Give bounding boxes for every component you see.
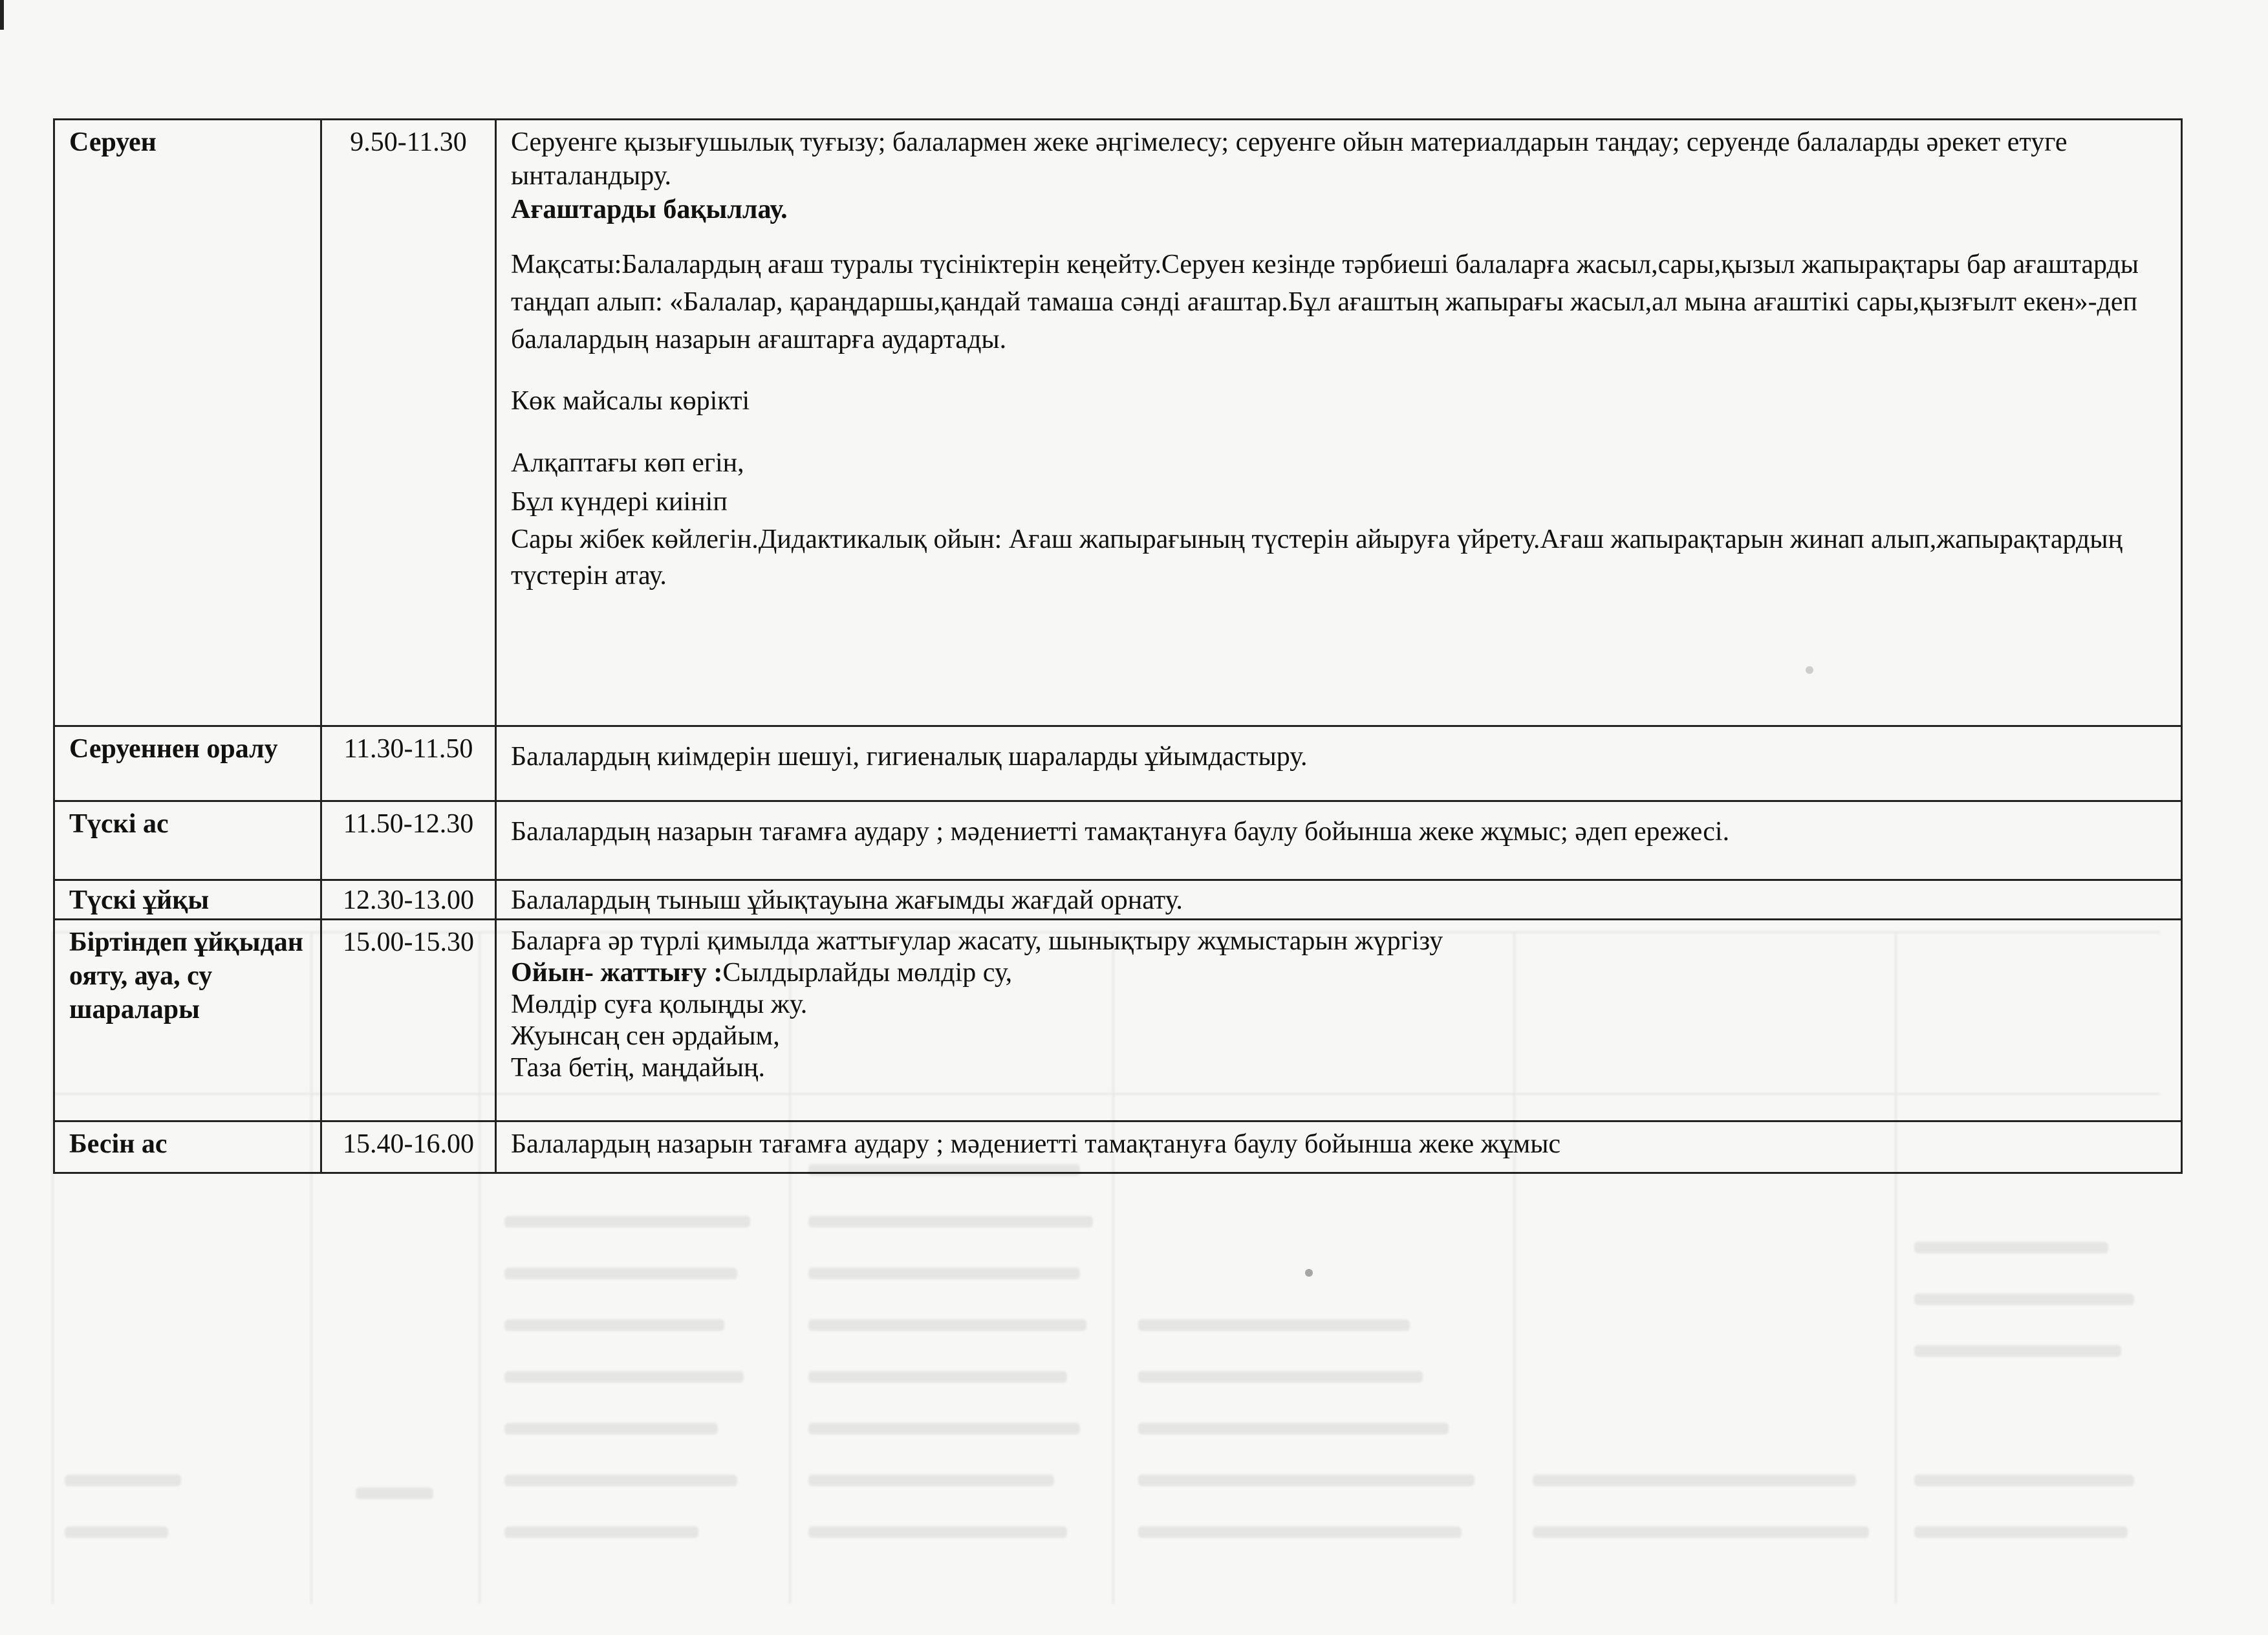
time-cell <box>321 920 496 1121</box>
activity-text: Балалардың киімдерін шешуі, гигиеналық шараларды ұйымдастыру. <box>511 742 1308 772</box>
poem-line-and-game: Сары жібек көйлегін.Дидактикалық ойын: Ағаш жапырағының түстерін айыруға үйрету.Ағаш жапырақтарын жинап алып,жапырақтардың түстерін атау. <box>511 525 2123 590</box>
table-row <box>54 920 2182 1121</box>
time-range: 12.30-13.00 <box>343 885 474 915</box>
activity-description-cell <box>496 880 2182 920</box>
poem-line: Алқаптағы көп егін, <box>511 448 744 478</box>
game-line: Жуынсаң сен әрдайым, <box>511 1021 780 1051</box>
game-line: Таза бетің, маңдайың. <box>511 1053 766 1083</box>
time-cell <box>321 1121 496 1173</box>
activity-name: Түскі ұйқы <box>69 885 210 915</box>
table-row <box>54 120 2182 726</box>
activity-name-cell <box>54 726 321 801</box>
activity-name-cell <box>54 1121 321 1173</box>
game-exercise <box>511 957 2166 989</box>
table-row <box>54 726 2182 801</box>
time-range: 11.50-12.30 <box>343 809 474 839</box>
walk-intro-text: Серуенге қызығушылық туғызу; балалармен жеке әңгімелесу; серуенге ойын материалдарын таңдау; серуенде балаларды әрекет етуге ынталандыру. <box>511 127 2068 191</box>
activity-name-cell <box>54 801 321 880</box>
activity-text: Балалардың назарын тағамға аудару ; мәдениетті тамақтануға баулу бойынша жеке жұмыс <box>511 1129 1561 1159</box>
scan-speck <box>1305 1269 1313 1277</box>
time-range: 15.00-15.30 <box>343 927 474 957</box>
activity-text: Баларға әр түрлі қимылда жаттығулар жасату, шынықтыру жұмыстарын жүргізу <box>511 926 1443 956</box>
poem-title: Көк майсалы көрікті <box>511 386 750 416</box>
activity-description-cell <box>496 726 2182 801</box>
activity-description-cell <box>496 920 2182 1121</box>
activity-name: Бесін ас <box>69 1129 167 1159</box>
poem-line: Бұл күндері киініп <box>511 487 728 517</box>
activity-name-cell <box>54 880 321 920</box>
activity-name: Түскі ас <box>69 809 169 839</box>
time-range: 9.50-11.30 <box>350 127 467 157</box>
walk-goal-text: Мақсаты:Балалардың ағаш туралы түсініктерін кеңейту.Серуен кезінде тәрбиеші балаларға жасыл,сары,қызыл жапырақтары бар ағаштарды таңдап алып: «Балалар, қараңдаршы,қандай тамаша сәнді ағаштар.Бұл ағаштың жапырағы жасыл,ал мына ағаштікі сары,қызғылт екен»-деп балалардың назарын ағаштарға аудартады. <box>511 250 2139 354</box>
table-row <box>54 1121 2182 1173</box>
table-row <box>54 880 2182 920</box>
table-row <box>54 801 2182 880</box>
activity-text: Балалардың тыныш ұйықтауына жағымды жағдай орнату. <box>511 885 1183 915</box>
activity-description-cell <box>496 1121 2182 1173</box>
daily-schedule-table <box>53 118 2183 1174</box>
time-cell <box>321 801 496 880</box>
game-line: Мөлдір суға қолыңды жу. <box>511 990 808 1019</box>
activity-name-cell <box>54 120 321 726</box>
activity-text: Балалардың назарын тағамға аудару ; мәдениетті тамақтануға баулу бойынша жеке жұмыс; әдеп ережесі. <box>511 817 1730 847</box>
game-line: Сылдырлайды мөлдір су, <box>722 958 1013 988</box>
time-range: 11.30-11.50 <box>343 734 473 764</box>
game-label: Ойын- жаттығу : <box>511 958 723 988</box>
time-cell <box>321 880 496 920</box>
walk-subheading: Ағаштарды бақыллау. <box>511 195 788 224</box>
activity-name: Біртіндеп ұйқыдан ояту, ауа, су шаралары <box>69 927 303 1024</box>
activity-description-cell <box>496 801 2182 880</box>
activity-description-cell <box>496 120 2182 726</box>
activity-name-cell <box>54 920 321 1121</box>
time-cell <box>321 120 496 726</box>
scan-edge-mark <box>0 0 4 30</box>
activity-name: Серуен <box>69 127 157 157</box>
time-cell <box>321 726 496 801</box>
time-range: 15.40-16.00 <box>343 1129 474 1159</box>
activity-name: Серуеннен оралу <box>69 734 278 764</box>
